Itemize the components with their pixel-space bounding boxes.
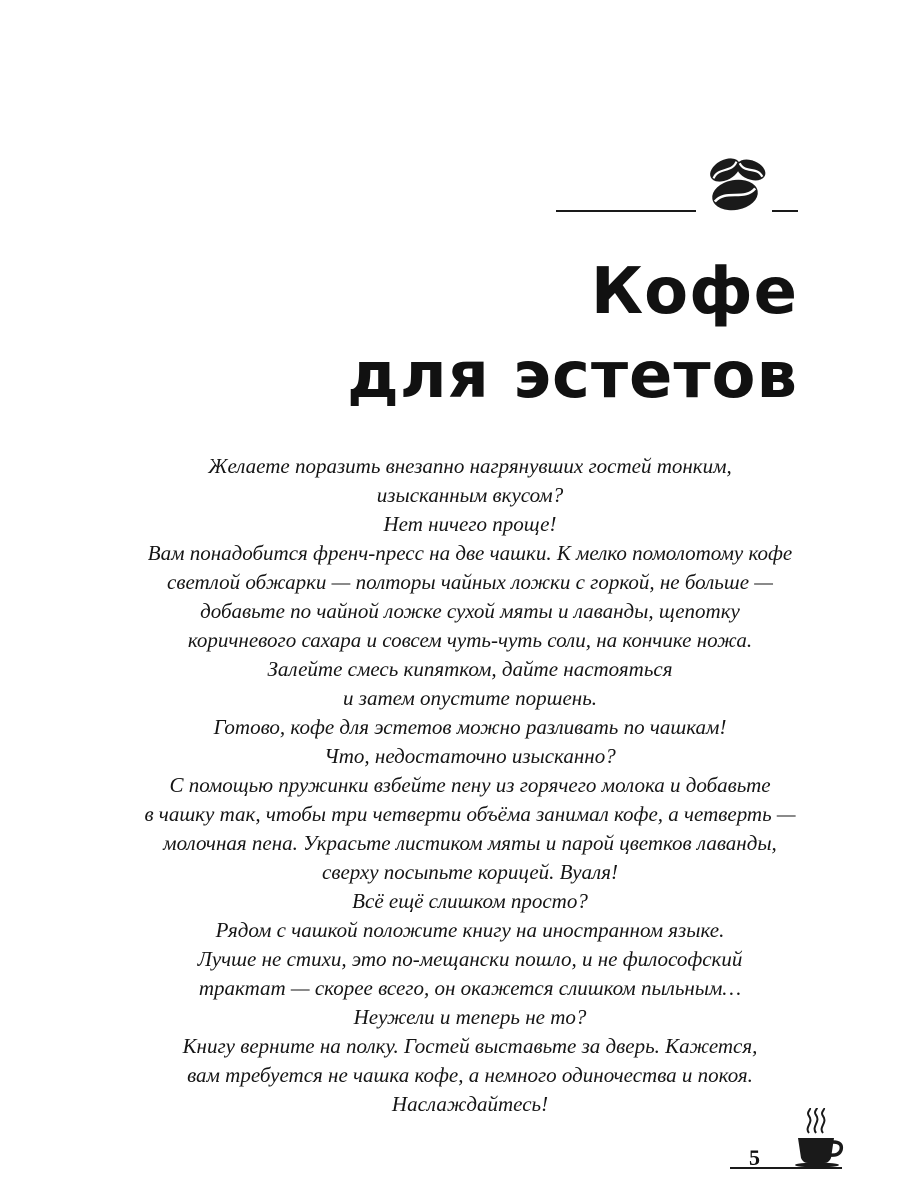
chapter-title-line-1: Кофе (590, 255, 798, 329)
text-line: Наслаждайтесь! (391, 1092, 549, 1116)
coffee-cup-icon (792, 1108, 844, 1168)
chapter-title-line-2: для эстетов (347, 339, 798, 413)
text-line: Рядом с чашкой положите книгу на иностранном языке. (215, 918, 725, 942)
text-line: вам требуется не чашка кофе, а немного одиночества и покоя. (187, 1063, 753, 1087)
text-line: Желаете поразить внезапно нагрянувших гостей тонким, (208, 454, 732, 478)
text-line: в чашку так, чтобы три четверти объёма занимал кофе, а четверть — (144, 802, 796, 826)
text-line: добавьте по чайной ложке сухой мяты и лаванды, щепотку (200, 599, 740, 623)
text-line: Всё ещё слишком просто? (352, 889, 588, 913)
coffee-beans-icon (698, 150, 774, 218)
text-line: и затем опустите поршень. (343, 686, 597, 710)
text-line: светлой обжарки — полторы чайных ложки с горкой, не больше — (167, 570, 773, 594)
text-line: сверху посыпьте корицей. Вуаля! (322, 860, 618, 884)
text-line: Неужели и теперь не то? (353, 1005, 587, 1029)
text-line: коричневого сахара и совсем чуть-чуть соли, на кончике ножа. (187, 628, 753, 652)
header-rule (556, 210, 696, 212)
text-line: Вам понадобится френч-пресс на две чашки. К мелко помолотому кофе (147, 541, 793, 565)
chapter-title (347, 250, 798, 418)
recipe-text (100, 452, 840, 1119)
text-line: Что, недостаточно изысканно? (324, 744, 616, 768)
text-line: молочная пена. Украсьте листиком мяты и парой цветков лаванды, (163, 831, 777, 855)
text-line: трактат — скорее всего, он окажется слишком пыльным… (198, 976, 742, 1000)
header-rule-end (772, 210, 798, 212)
page-number: 5 (749, 1145, 760, 1170)
text-line: С помощью пружинки взбейте пену из горячего молока и добавьте (169, 773, 771, 797)
text-line: Нет ничего проще! (383, 512, 557, 536)
text-line: изысканным вкусом? (376, 483, 564, 507)
text-line: Книгу верните на полку. Гостей выставьте за дверь. Кажется, (182, 1034, 758, 1058)
text-line: Лучше не стихи, это по-мещански пошло, и не философский (197, 947, 743, 971)
text-line: Залейте смесь кипятком, дайте настояться (267, 657, 673, 681)
text-line: Готово, кофе для эстетов можно разливать по чашкам! (213, 715, 727, 739)
